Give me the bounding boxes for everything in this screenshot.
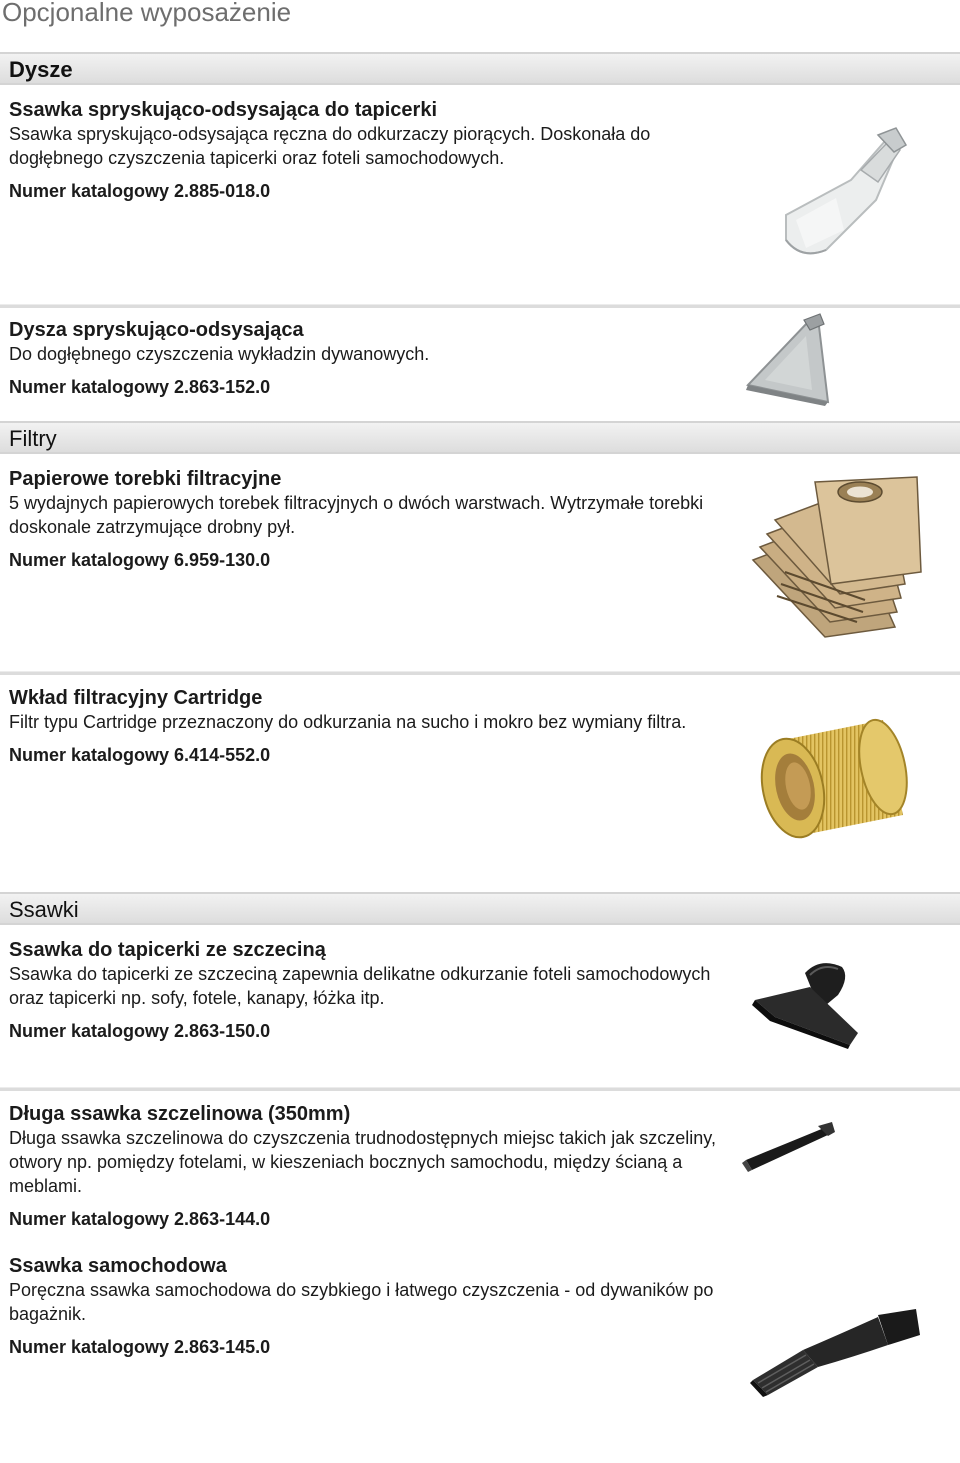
product-item xyxy=(9,1254,729,1358)
catalog-value: 2.885-018.0 xyxy=(174,181,271,201)
product-title: Dysza spryskująco-odsysająca xyxy=(9,319,304,341)
product-title: Ssawka samochodowa xyxy=(9,1255,227,1277)
upholstery-spray-nozzle-icon xyxy=(766,120,916,270)
catalog-label: Numer katalogowy xyxy=(9,1209,170,1229)
product-title: Ssawka do tapicerki ze szczeciną xyxy=(9,939,326,961)
cartridge-filter-icon xyxy=(758,700,918,850)
product-description: Filtr typu Cartridge przeznaczony do odkurzania na sucho i mokro bez wymiany filtra. xyxy=(9,712,687,732)
crevice-nozzle-icon xyxy=(742,1122,837,1177)
product-description: Ssawka do tapicerki ze szczeciną zapewnia delikatne odkurzanie foteli samochodowych oraz tapicerki np. sofy, fotele, kanapy, łóżka itp. xyxy=(9,964,711,1008)
upholstery-brush-nozzle-icon xyxy=(750,955,865,1055)
divider xyxy=(0,671,960,675)
product-item xyxy=(9,318,729,398)
page-title: Opcjonalne wyposażenie xyxy=(2,0,292,27)
catalog-value: 2.863-150.0 xyxy=(174,1021,271,1041)
product-description: Ssawka spryskująco-odsysająca ręczna do odkurzaczy piorących. Doskonała do dogłębnego czyszczenia tapicerki oraz foteli samochodowych. xyxy=(9,124,651,168)
divider xyxy=(0,1087,960,1091)
catalog-label: Numer katalogowy xyxy=(9,1337,170,1357)
section-title: Ssawki xyxy=(9,897,79,922)
product-item xyxy=(9,467,729,571)
catalog-label: Numer katalogowy xyxy=(9,550,170,570)
section-header-dysze xyxy=(0,52,960,85)
product-item xyxy=(9,938,729,1042)
catalog-number xyxy=(9,744,729,766)
catalog-label: Numer katalogowy xyxy=(9,1021,170,1041)
product-item xyxy=(9,98,729,202)
product-title: Długa ssawka szczelinowa (350mm) xyxy=(9,1103,351,1125)
product-title: Papierowe torebki filtracyjne xyxy=(9,468,282,490)
section-header-filtry xyxy=(0,421,960,454)
divider xyxy=(0,304,960,308)
product-item xyxy=(9,1102,729,1230)
product-title: Ssawka spryskująco-odsysająca do tapicerki xyxy=(9,99,437,121)
section-title: Filtry xyxy=(9,426,57,451)
catalog-label: Numer katalogowy xyxy=(9,745,170,765)
catalog-number xyxy=(9,1208,729,1230)
carpet-spray-nozzle-icon xyxy=(740,310,840,410)
section-title: Dysze xyxy=(9,57,73,82)
paper-filter-bags-icon xyxy=(745,472,925,642)
section-header-ssawki xyxy=(0,892,960,925)
car-nozzle-icon xyxy=(748,1305,923,1400)
catalog-number xyxy=(9,376,729,398)
product-description: 5 wydajnych papierowych torebek filtracyjnych o dwóch warstwach. Wytrzymałe torebki doskonale zatrzymujące drobny pył. xyxy=(9,493,704,537)
product-title: Wkład filtracyjny Cartridge xyxy=(9,687,263,709)
product-description: Długa ssawka szczelinowa do czyszczenia trudnodostępnych miejsc takich jak szczeliny, otwory np. pomiędzy fotelami, w kieszeniach bocznych samochodu, między ścianą a meblami. xyxy=(9,1128,716,1196)
product-item xyxy=(9,686,729,766)
catalog-number xyxy=(9,1336,729,1358)
catalog-label: Numer katalogowy xyxy=(9,377,170,397)
product-description: Do dogłębnego czyszczenia wykładzin dywanowych. xyxy=(9,344,430,364)
catalog-value: 2.863-152.0 xyxy=(174,377,271,397)
catalog-number xyxy=(9,180,729,202)
product-description: Poręczna ssawka samochodowa do szybkiego i łatwego czyszczenia - od dywaników po bagażnik. xyxy=(9,1280,714,1324)
catalog-value: 6.959-130.0 xyxy=(174,550,271,570)
catalog-number xyxy=(9,1020,729,1042)
catalog-label: Numer katalogowy xyxy=(9,181,170,201)
catalog-value: 2.863-145.0 xyxy=(174,1337,271,1357)
catalog-value: 2.863-144.0 xyxy=(174,1209,271,1229)
catalog-value: 6.414-552.0 xyxy=(174,745,271,765)
catalog-number xyxy=(9,549,729,571)
